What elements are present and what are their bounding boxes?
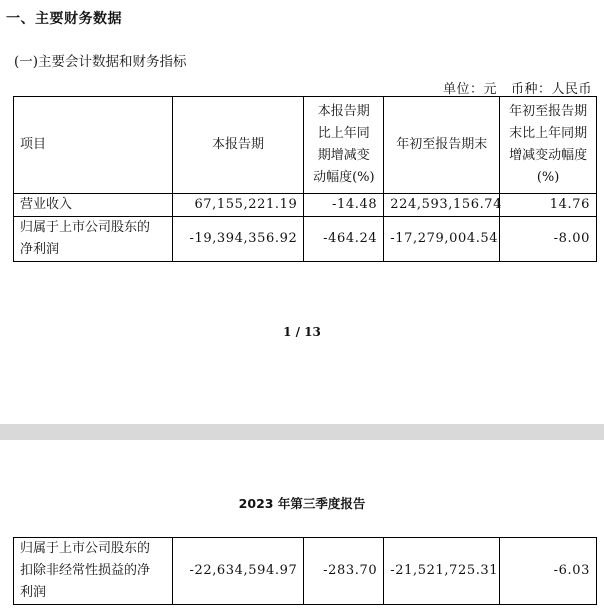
- row-ytd-change: -8.00: [500, 217, 597, 262]
- table-row: [14, 538, 597, 605]
- page-separator: [0, 424, 604, 440]
- row-ytd: 224,593,156.74: [384, 194, 500, 217]
- row-ytd-change: 14.76: [500, 194, 597, 217]
- header-ytd: 年初至报告期末: [384, 97, 500, 194]
- unit-line: [443, 78, 592, 97]
- header-current-period: 本报告期: [172, 97, 304, 194]
- page-number: 1 / 13: [283, 325, 321, 339]
- row-change: -283.70: [304, 538, 384, 605]
- row-current: -19,394,356.92: [172, 217, 304, 262]
- row-item: 归属于上市公司股东的 净利润: [14, 217, 173, 262]
- currency-label: 币种：人民币: [510, 82, 592, 97]
- financial-data-table: [13, 96, 597, 262]
- row-ytd-change: -6.03: [500, 538, 597, 605]
- report-header-title: 2023 年第三季度报告: [238, 496, 366, 511]
- header-current-change: 本报告期 比上年同 期增减变 动幅度(%): [304, 97, 384, 194]
- row-ytd: -21,521,725.31: [384, 538, 500, 605]
- table-header-row: [14, 97, 597, 194]
- row-current: -22,634,594.97: [172, 538, 304, 605]
- row-item: 归属于上市公司股东的 扣除非经常性损益的净 利润: [14, 538, 173, 605]
- document-page-2: [0, 440, 604, 616]
- table-row: [14, 217, 597, 262]
- row-ytd: -17,279,004.54: [384, 217, 500, 262]
- header-item: 项目: [14, 97, 173, 194]
- subsection-title: (一)主要会计数据和财务指标: [14, 54, 187, 70]
- section-title: 一、主要财务数据: [6, 11, 122, 27]
- table-row: [14, 194, 597, 217]
- unit-label: 单位：元: [442, 82, 497, 97]
- financial-data-table-continued: [13, 537, 597, 605]
- row-change: -464.24: [304, 217, 384, 262]
- row-change: -14.48: [304, 194, 384, 217]
- header-ytd-change: 年初至报告期 末比上年同期 增减变动幅度 (%): [500, 97, 597, 194]
- row-current: 67,155,221.19: [172, 194, 304, 217]
- row-item: 营业收入: [14, 194, 173, 217]
